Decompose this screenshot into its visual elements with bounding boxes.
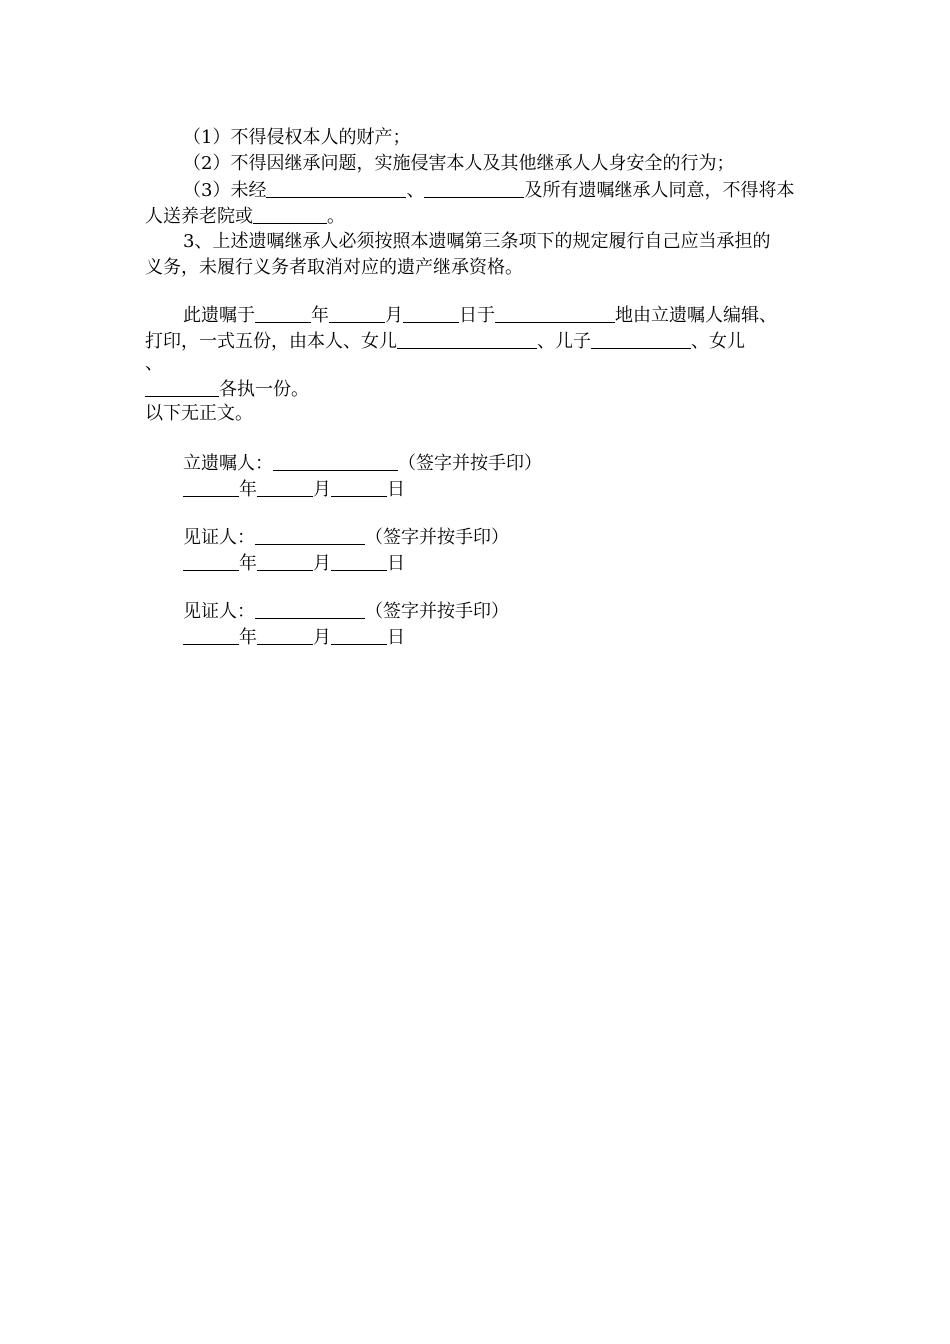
year-label: 年 [239,627,257,648]
year-label: 年 [239,553,257,574]
signature-field[interactable] [273,450,398,471]
month-label: 月 [385,305,403,326]
son-label: 、儿子 [537,331,591,352]
execution-text-end: 地由立遗嘱人编辑、 [615,305,777,326]
execution-text: 打印，一式五份，由本人、女儿 [145,331,397,352]
clause-item-3-prefix: （3）未经 [183,180,267,201]
blank-field[interactable] [495,302,615,323]
execution-text: 此遗嘱于 [183,305,255,326]
blank-field[interactable] [591,328,691,349]
signature-field[interactable] [255,598,365,619]
month-label: 月 [313,479,331,500]
clause-item-3-continued [145,203,815,229]
clause-item-3-line2-end: 。 [327,206,345,227]
blank-field[interactable] [257,476,313,497]
blank-field[interactable] [257,550,313,571]
day-at-label: 日于 [459,305,495,326]
signature-date [183,550,815,576]
signature-field[interactable] [255,524,365,545]
blank-field[interactable] [424,177,524,198]
clause-item-3-suffix: 及所有遗嘱继承人同意，不得将本 [524,180,795,201]
day-label: 日 [387,479,405,500]
blank-field[interactable] [183,550,239,571]
blank-field[interactable] [257,624,313,645]
paragraph-3-line-1: 3、上述遗嘱继承人必须按照本遗嘱第三条项下的规定履行自己应当承担的 [183,231,771,252]
execution-line-4 [145,376,815,402]
clause-item-2: （2）不得因继承问题，实施侵害本人及其他继承人人身安全的行为； [183,153,735,174]
blank-field[interactable] [183,476,239,497]
month-label: 月 [313,627,331,648]
clause-item-3-line2-prefix: 人送养老院或 [145,206,253,227]
blank-field[interactable] [183,624,239,645]
signature-label: 见证人： [183,601,255,622]
blank-field[interactable] [266,177,406,198]
separator: 、 [406,180,425,201]
year-label: 年 [239,479,257,500]
clause-item-1: （1）不得侵权本人的财产； [183,127,411,148]
signature-note: （签字并按手印） [365,601,509,622]
signature-label: 见证人： [183,527,255,548]
no-more-text: 以下无正文。 [145,403,253,424]
blank-field[interactable] [331,550,387,571]
signature-witness-2 [183,598,815,624]
execution-line-3: 、 [145,353,163,374]
signature-note: （签字并按手印） [398,453,542,474]
signature-witness-1 [183,524,815,550]
blank-field[interactable] [397,328,537,349]
signature-date [183,476,815,502]
signature-testator [183,450,815,476]
day-label: 日 [387,627,405,648]
signature-date [183,624,815,650]
year-label: 年 [311,305,329,326]
signature-label: 立遗嘱人： [183,453,273,474]
clause-item-3 [183,177,815,203]
execution-line-1 [183,302,815,328]
day-label: 日 [387,553,405,574]
blank-field[interactable] [253,203,327,224]
blank-field[interactable] [331,624,387,645]
each-copy-text: 各执一份。 [219,379,309,400]
paragraph-3-line-2: 义务，未履行义务者取消对应的遗产继承资格。 [145,257,523,278]
blank-field[interactable] [403,302,459,323]
blank-field[interactable] [145,376,219,397]
blank-field[interactable] [331,476,387,497]
month-label: 月 [313,553,331,574]
daughter-label: 、女儿 [691,331,745,352]
blank-field[interactable] [329,302,385,323]
signature-note: （签字并按手印） [365,527,509,548]
blank-field[interactable] [255,302,311,323]
